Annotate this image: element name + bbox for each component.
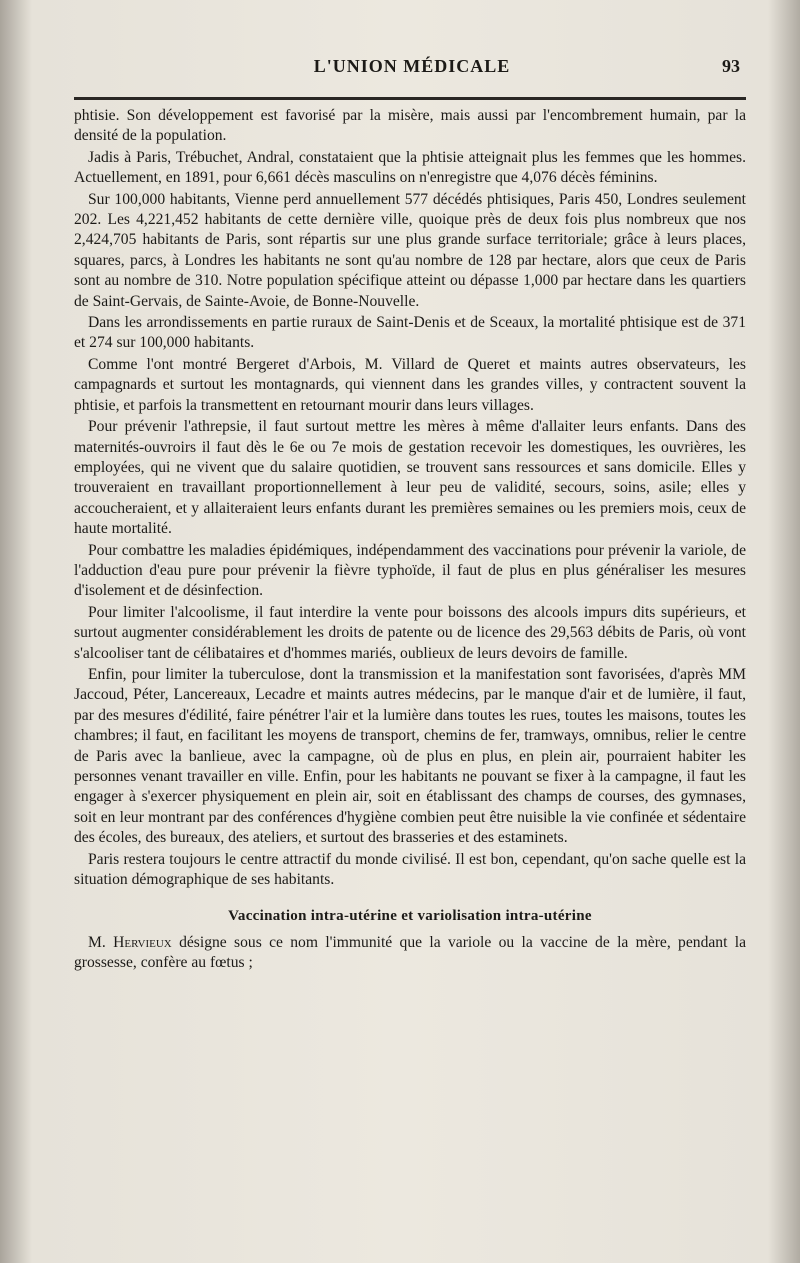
journal-title: L'UNION MÉDICALE bbox=[313, 56, 511, 76]
paragraph: Enfin, pour limiter la tuberculose, dont la transmission et la manifestation sont favorisées, d'après MM Jaccoud, Péter, Lancereaux, Lecadre et maints autres médecins, par le manque d'air et de lumière, il faut, par des mesures d'édilité, faire pénétrer l'air et la lumière dans toutes les rues, toutes les maisons, toutes les chambres; il faut, en facilitant les moyens de transport, chemins de fer, tramways, omnibus, relier le centre de Paris avec la banlieue, avec la campagne, où de plus en plus, en plein air, pourraient habiter les personnes venant travailler en ville. Enfin, pour les habitants ne pouvant se fixer à la campagne, il faut les engager à s'exercer physiquement en plein air, soit en établissant des champs de courses, des gymnases, soit en leur montrant par des conférences d'hygiène combien peut être nuisible la vie confinée et sédentaire des écoles, des bureaux, des ateliers, et surtout des brasseries et des estaminets. bbox=[74, 665, 746, 847]
header-rule bbox=[74, 97, 746, 100]
paragraph: Jadis à Paris, Trébuchet, Andral, constataient que la phtisie atteignait plus les femmes que les hommes. Actuellement, en 1891, pour 6,661 décès masculins on n'enregistre que 4,076 décès féminins. bbox=[74, 148, 746, 187]
page-number: 93 bbox=[722, 56, 740, 76]
paragraph: Comme l'ont montré Bergeret d'Arbois, M. Villard de Queret et maints autres observateurs, les campagnards et surtout les montagnards, qui viennent dans les grandes villes, y contractent souvent la phtisie, et parfois la transmettent en retournant mourir dans leurs villages. bbox=[74, 355, 746, 414]
paragraph: Pour combattre les maladies épidémiques, indépendamment des vaccinations pour prévenir la variole, de l'adduction d'eau pure pour prévenir la fièvre typhoïde, il faut de plus en plus généraliser les mesures d'isolement et de désinfection. bbox=[74, 541, 746, 600]
paragraph: phtisie. Son développement est favorisé par la misère, mais aussi par l'encombrement humain, par la densité de la population. bbox=[74, 107, 746, 145]
running-header bbox=[74, 56, 750, 86]
paragraph: Pour limiter l'alcoolisme, il faut interdire la vente pour boissons des alcools impurs dits supérieurs, et surtout augmenter considérablement les droits de patente ou de licence des 29,563 débits de Paris, où vont s'alcooliser tant de célibataires et d'hommes mariés, oublieux de leurs devoirs de famille. bbox=[74, 603, 746, 662]
paragraph: Sur 100,000 habitants, Vienne perd annuellement 577 décédés phtisiques, Paris 450, Londres seulement 202. Les 4,221,452 habitants de cette dernière ville, quoique près de deux fois plus nombreux que nos 2,424,705 habitants de Paris, sont répartis sur une plus grande surface territoriale; grâce à leurs places, squares, parcs, à Londres les habitants ne sont qu'au nombre de 128 par hectare, alors que ceux de Paris sont au nombre de 310. Notre population spécifique atteint ou dépasse 1,000 par hectare dans les quartiers de Saint-Gervais, de Sainte-Avoie, de Bonne-Nouvelle. bbox=[74, 190, 746, 310]
section-heading: Vaccination intra-utérine et variolisation intra-utérine bbox=[228, 908, 592, 925]
author-name: M. Hervieux bbox=[88, 933, 172, 951]
paragraph: Pour prévenir l'athrepsie, il faut surtout mettre les mères à même d'allaiter leurs enfants. Dans des maternités-ouvroirs il faut dès le 6e ou 7e mois de gestation recevoir les domestiques, les ouvrières, les employées, qui ne vivent que du salaire quotidien, se trouvent sans ressources et sans domicile. Elles y trouveraient en travaillant proportionnellement à leur peu de validité, secours, soins, asile; elles y accoucheraient, et y allaiteraient leurs enfants durant les premières semaines ou les premiers mois, ceux de haute mortalité. bbox=[74, 418, 746, 538]
section-paragraph bbox=[74, 933, 746, 974]
paragraph: Dans les arrondissements en partie ruraux de Saint-Denis et de Sceaux, la mortalité phtisique est de 371 et 274 sur 100,000 habitants. bbox=[74, 314, 746, 352]
section-text: désigne sous ce nom l'immunité que la variole ou la vaccine de la mère, pendant la grossesse, confère au fœtus ; bbox=[74, 933, 746, 972]
paragraph: Paris restera toujours le centre attractif du monde civilisé. Il est bon, cependant, qu'on sache quelle est la situation démographique de ses habitants. bbox=[74, 850, 746, 889]
body-text bbox=[74, 106, 746, 975]
